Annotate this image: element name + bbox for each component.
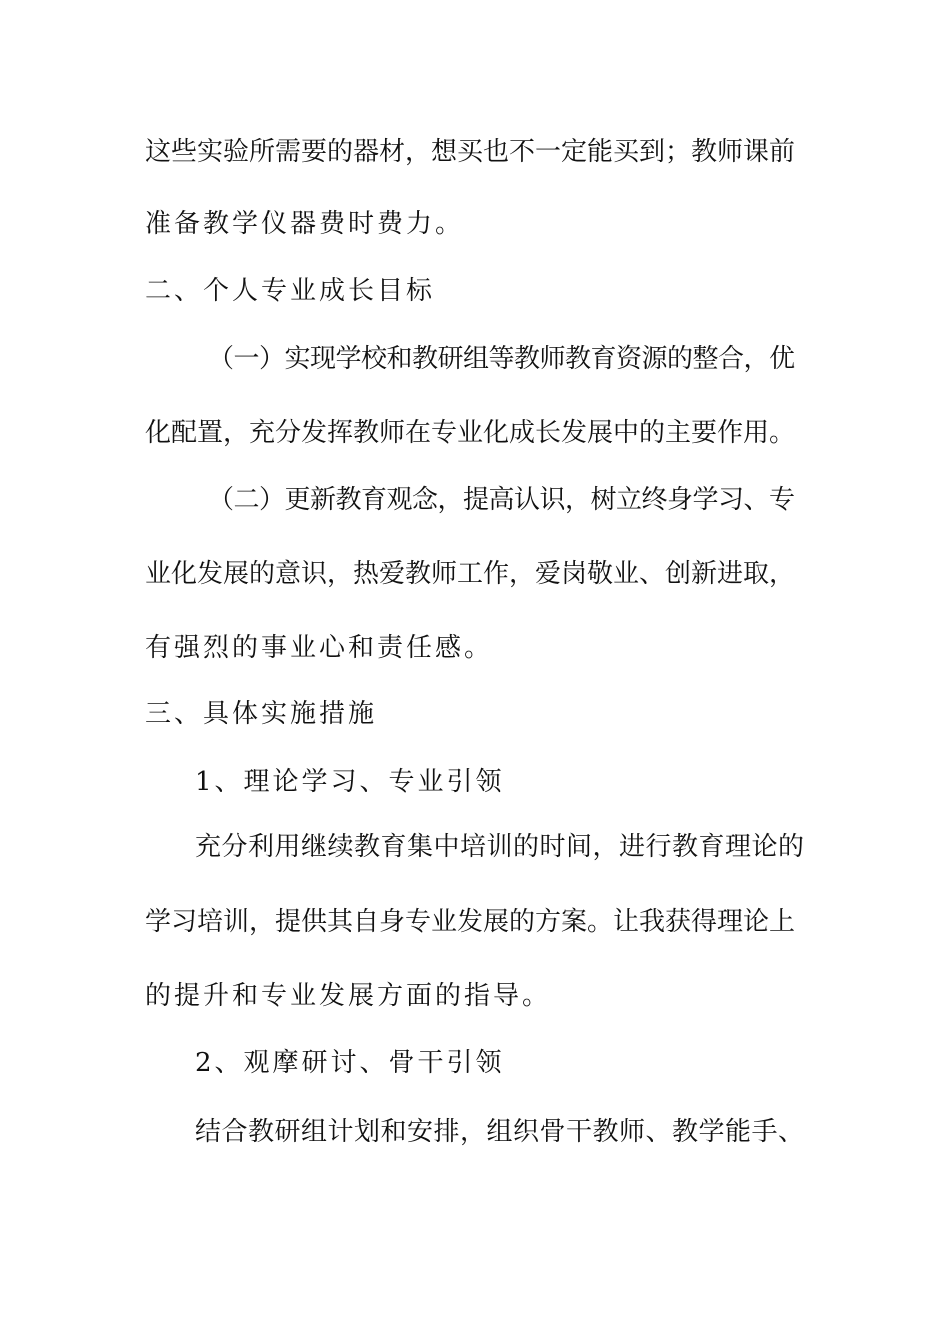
paragraph-line: 业化发展的意识，热爱教师工作，爱岗敬业、创新进取，: [145, 559, 796, 589]
paragraph-line: 有强烈的事业心和责任感。: [145, 633, 494, 663]
subsection-heading: 2、观摩研讨、骨干引领: [195, 1048, 505, 1078]
paragraph-line: 化配置，充分发挥教师在专业化成长发展中的主要作用。: [145, 418, 796, 448]
paragraph-line: （一）实现学校和教研组等教师教育资源的整合，优: [208, 344, 795, 374]
paragraph-line: （二）更新教育观念，提高认识，树立终身学习、专: [208, 485, 795, 515]
paragraph-line: 结合教研组计划和安排，组织骨干教师、教学能手、: [195, 1117, 805, 1147]
paragraph-line: 准备教学仪器费时费力。: [145, 209, 465, 239]
subsection-heading: 1、理论学习、专业引领: [195, 767, 505, 797]
paragraph-line: 的提升和专业发展方面的指导。: [145, 981, 552, 1011]
section-heading: 二、个人专业成长目标: [145, 276, 436, 306]
paragraph-line: 这些实验所需要的器材，想买也不一定能买到；教师课前: [145, 137, 796, 167]
paragraph-line: 充分利用继续教育集中培训的时间，进行教育理论的: [195, 832, 805, 862]
section-heading: 三、具体实施措施: [145, 699, 378, 729]
paragraph-line: 学习培训，提供其自身专业发展的方案。让我获得理论上: [145, 907, 796, 937]
